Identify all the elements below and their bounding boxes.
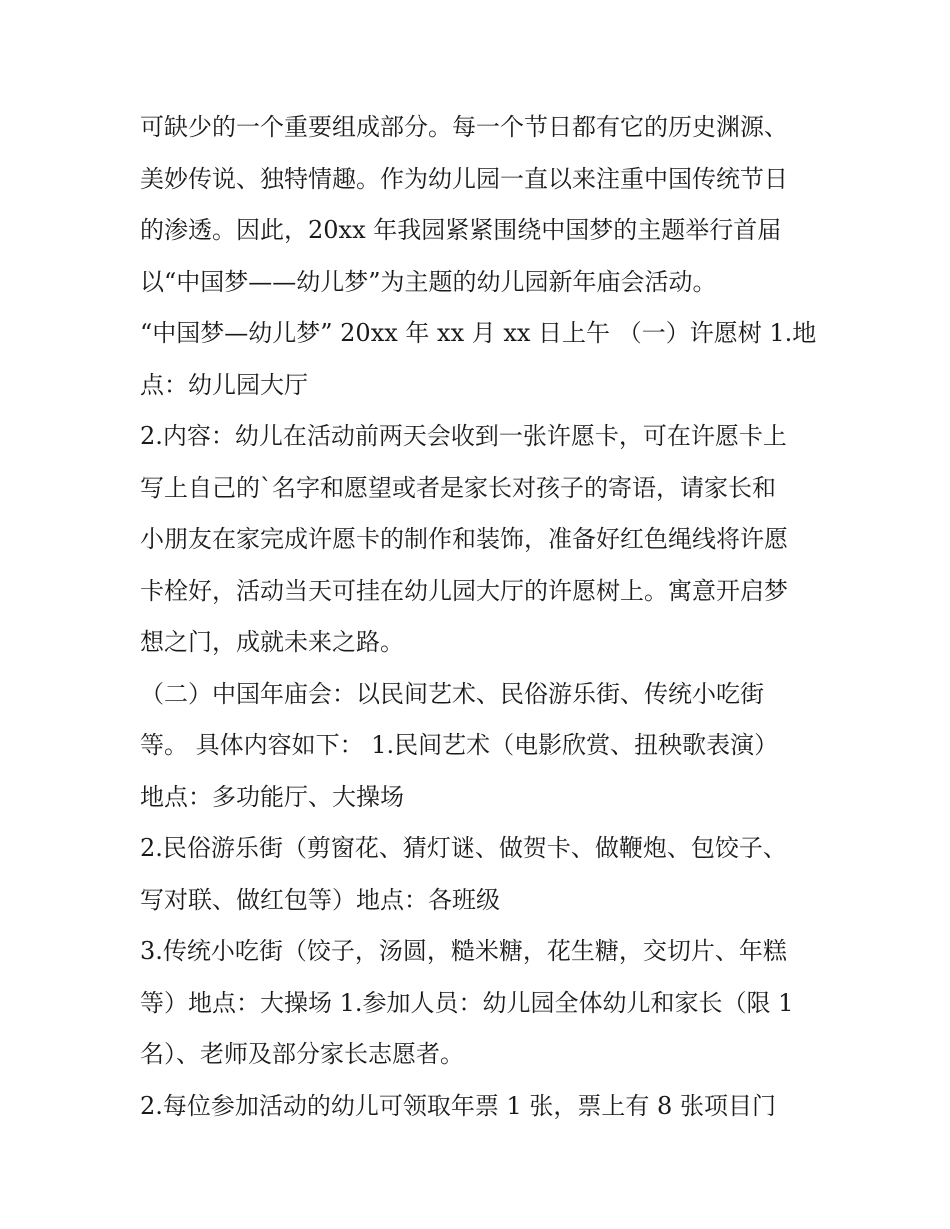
document-body	[140, 102, 820, 1132]
text-line: 点：幼儿园大厅	[140, 370, 308, 399]
text-line: 地点：多功能厅、大操场	[140, 782, 404, 811]
text-line: 以“中国梦——幼儿梦”为主题的幼儿园新年庙会活动。	[140, 267, 717, 296]
text-line: 卡栓好，活动当天可挂在幼儿园大厅的许愿树上。寓意开启梦	[140, 576, 788, 605]
text-line: 2.民俗游乐街（剪窗花、猜灯谜、做贺卡、做鞭炮、包饺子、	[140, 834, 787, 862]
text-line: 2.每位参加活动的幼儿可领取年票 1 张，票上有 8 张项目门	[140, 1091, 776, 1120]
text-line: 写上自己的`名字和愿望或者是家长对孩子的寄语，请家长和	[140, 473, 776, 502]
text-line: 2.内容：幼儿在活动前两天会收到一张许愿卡，可在许愿卡上	[140, 422, 787, 450]
text-line: 的渗透。因此，20xx 年我园紧紧围绕中国梦的主题举行首届	[140, 216, 782, 244]
text-line: 3.传统小吃街（饺子，汤圆，糙米糖，花生糖，交切片、年糕	[140, 937, 787, 965]
text-line: 名）、老师及部分家长志愿者。	[140, 1040, 464, 1068]
text-line: 等。 具体内容如下： 1.民间艺术（电影欣赏、扭秧歌表演）	[140, 731, 779, 759]
text-line: 可缺少的一个重要组成部分。每一个节日都有它的历史渊源、	[140, 113, 788, 141]
text-line: （二）中国年庙会：以民间艺术、民俗游乐街、传统小吃街	[140, 679, 764, 708]
text-line: 等）地点：大操场 1.参加人员：幼儿园全体幼儿和家长（限 1	[140, 988, 794, 1017]
text-line: 美妙传说、独特情趣。作为幼儿园一直以来注重中国传统节日	[140, 164, 788, 193]
text-line: 写对联、做红包等）地点：各班级	[140, 885, 500, 914]
text-line: “中国梦—幼儿梦” 20xx 年 xx 月 xx 日上午 （一）许愿树 1.地	[140, 319, 817, 347]
text-line: 想之门，成就未来之路。	[140, 628, 404, 656]
text-line: 小朋友在家完成许愿卡的制作和装饰，准备好红色绳线将许愿	[140, 525, 788, 553]
